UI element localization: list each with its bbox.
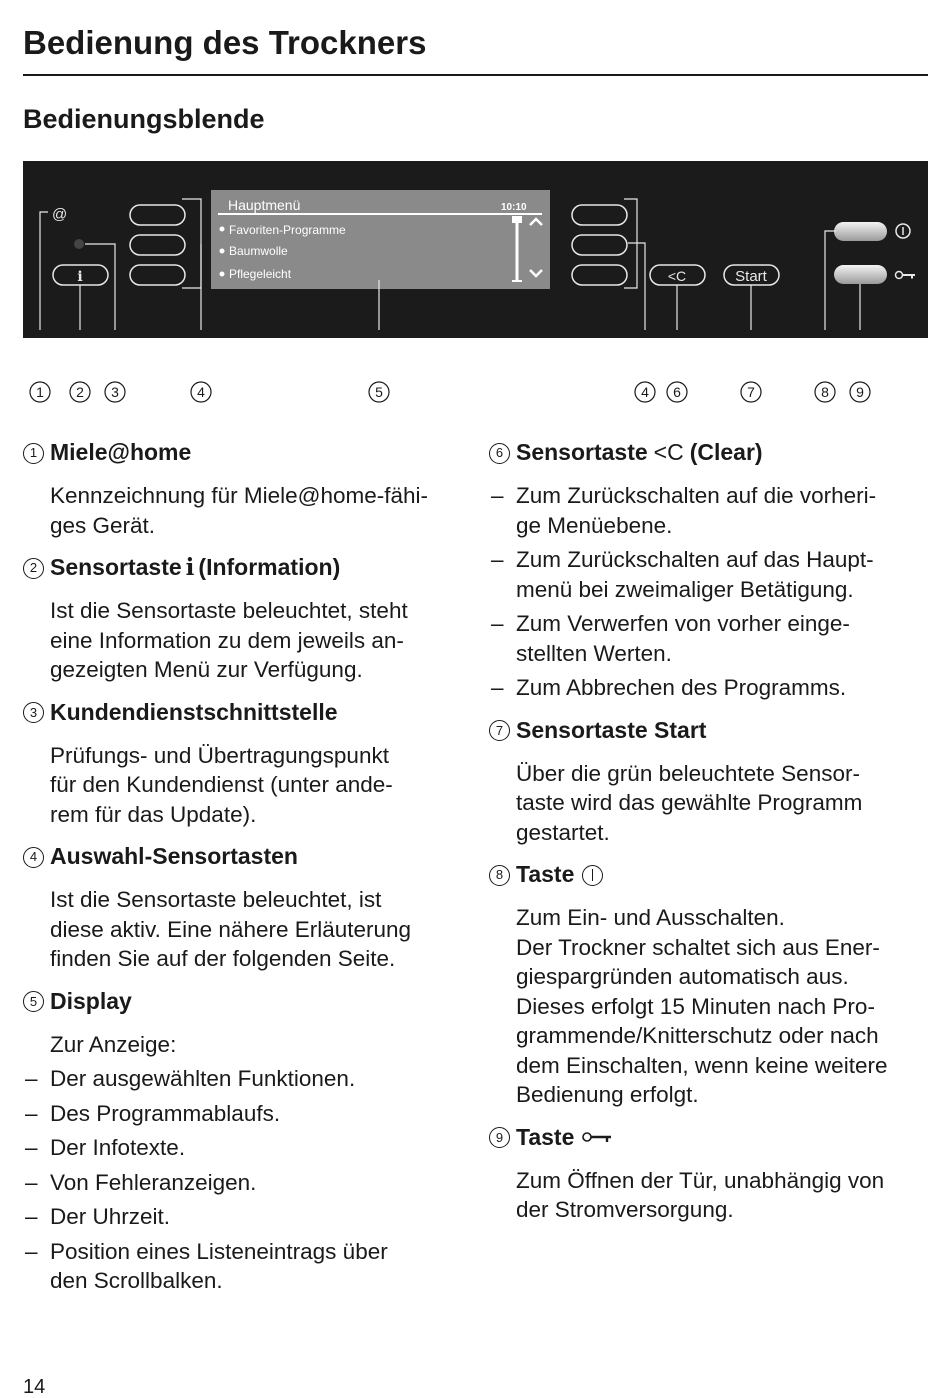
list-item: – Zum Abbrechen des Programms. (491, 675, 847, 700)
menu-bullet-1 (220, 227, 225, 232)
item-number-4: 4 (23, 847, 44, 868)
clear-button-label: <C (667, 268, 687, 284)
text-line: Zur Anzeige: (50, 1031, 177, 1057)
item-1-heading (23, 438, 473, 468)
scrollbar-thumb (512, 216, 522, 223)
text-line: Zum Ein- und Ausschalten. (516, 905, 785, 930)
text-line: Über die grün beleuchtete Sensor- (516, 760, 860, 786)
item-1-title: Miele@home (50, 439, 192, 466)
item-number-5: 5 (23, 991, 44, 1012)
text-line: ges Gerät. (50, 512, 156, 538)
display-menu-item-3: Pflegeleicht (229, 267, 292, 281)
start-button-label: Start (735, 268, 767, 285)
item-9-text (489, 1166, 929, 1225)
item-4-title: Auswahl-Sensortasten (50, 843, 298, 870)
item-2-title-pre: Sensortaste (50, 554, 182, 581)
item-2-title-post: (Information) (198, 554, 341, 581)
list-item: – Der Uhrzeit. (25, 1204, 171, 1229)
clear-symbol: <C (653, 439, 684, 466)
text-line: rem für das Update). (50, 801, 257, 827)
display-menu-item-2: Baumwolle (229, 244, 288, 258)
menu-bullet-2 (220, 249, 225, 254)
item-9-heading (489, 1123, 929, 1153)
text-line: Der Infotexte. (50, 1135, 186, 1160)
list-item: – Zum Zurückschalten auf das Haupt- menü bei zweimaliger Betätigung. (491, 547, 874, 602)
list-item: – Von Fehleranzeigen. (25, 1169, 257, 1195)
item-number-8: 8 (489, 865, 510, 886)
callout-number-6: 6 (673, 384, 681, 400)
text-line: Dieses erfolgt 15 Minuten nach Pro- (516, 993, 875, 1019)
section-title: Bedienungsblende (23, 104, 265, 134)
list-item: – Position eines Listeneintrags über den Scrollbalken. (25, 1238, 388, 1293)
page-number: 14 (23, 1376, 46, 1398)
list-item: – Zum Zurückschalten auf die vorheri- ge Menüebene. (491, 483, 877, 538)
item-4-text (23, 885, 473, 974)
callout-number-5: 5 (375, 384, 383, 400)
item-5-title: Display (50, 987, 132, 1014)
text-line: stellten Werten. (516, 640, 672, 666)
text-line: gezeigten Menü zur Verfügung. (50, 657, 363, 682)
text-line: menü bei zweimaliger Betätigung. (516, 576, 854, 602)
text-line: diese aktiv. Eine nähere Erläuterung (50, 916, 412, 942)
text-line: ge Menüebene. (516, 512, 673, 538)
list-item: – Der ausgewählten Funktionen. (25, 1066, 356, 1091)
item-number-2: 2 (23, 558, 44, 579)
text-line: eine Information zu dem jeweils an- (50, 627, 404, 653)
item-4-heading (23, 842, 473, 872)
title-rule (23, 74, 928, 76)
info-icon: i (77, 269, 83, 285)
text-line: grammende/Knitterschutz oder nach (516, 1023, 879, 1048)
display-title: Hauptmenü (228, 197, 301, 213)
list-item: – Zum Verwerfen von vorher einge- stellten Werten. (491, 611, 850, 666)
text-line: Der Trockner schaltet sich aus Ener- (516, 934, 880, 960)
power-icon (582, 865, 603, 886)
text-line: dem Einschalten, wenn keine weitere (516, 1052, 888, 1078)
callout-number-7: 7 (747, 384, 755, 400)
item-5-heading (23, 987, 473, 1017)
item-2-heading (23, 553, 473, 583)
item-3-heading (23, 698, 473, 728)
text-line: Zum Abbrechen des Programms. (516, 675, 847, 700)
text-line: Zum Zurückschalten auf die vorheri- (516, 483, 877, 508)
item-number-1: 1 (23, 443, 44, 464)
callout-number-4-right: 4 (641, 384, 649, 400)
item-6-heading (489, 438, 929, 468)
item-8-text (489, 903, 929, 1110)
text-line: Ist die Sensortaste beleuchtet, steht (50, 598, 408, 623)
text-line: gestartet. (516, 819, 610, 845)
item-number-6: 6 (489, 443, 510, 464)
menu-bullet-3 (220, 272, 225, 277)
text-line: giespargründen automatisch aus. (516, 964, 849, 989)
item-8-title: Taste (516, 861, 575, 888)
text-line: Bedienung erfolgt. (516, 1082, 699, 1107)
text-line: Kennzeichnung für Miele@home-fähi- (50, 483, 429, 508)
display-menu-item-1: Favoriten-Programme (229, 223, 346, 237)
text-line: der Stromversorgung. (516, 1197, 734, 1222)
right-column (489, 438, 929, 1238)
callout-number-9: 9 (856, 384, 864, 400)
text-line: den Scrollbalken. (50, 1268, 223, 1293)
power-button[interactable] (834, 222, 887, 241)
text-line: taste wird das gewählte Programm (516, 790, 863, 815)
item-6-title-pre: Sensortaste (516, 439, 648, 466)
text-line: Zum Öffnen der Tür, unabhängig von (516, 1167, 885, 1193)
key-icon (582, 1131, 612, 1145)
callout-number-3: 3 (111, 384, 119, 400)
callout-number-8: 8 (821, 384, 829, 400)
list-item: – Des Programmablaufs. (25, 1100, 281, 1126)
item-number-3: 3 (23, 702, 44, 723)
item-5-intro (23, 1030, 473, 1060)
service-interface-dot (74, 239, 84, 249)
callout-number-4-left: 4 (197, 384, 205, 400)
text-line: finden Sie auf der folgenden Seite. (50, 946, 396, 971)
item-9-title: Taste (516, 1123, 575, 1150)
item-1-text (23, 481, 473, 540)
callout-number-1: 1 (36, 384, 44, 400)
text-line: Ist die Sensortaste beleuchtet, ist (50, 887, 382, 912)
callout-number-2: 2 (76, 384, 84, 400)
text-line: Zum Zurückschalten auf das Haupt- (516, 547, 874, 572)
list-item: – Der Infotexte. (25, 1135, 186, 1160)
miele-home-at-symbol: @ (52, 206, 68, 223)
control-panel-illustration (0, 150, 950, 410)
text-line: Von Fehleranzeigen. (50, 1169, 257, 1195)
text-line: Der ausgewählten Funktionen. (50, 1066, 356, 1091)
item-3-text (23, 741, 473, 830)
item-7-text (489, 759, 929, 848)
item-3-title: Kundendienstschnittstelle (50, 698, 338, 725)
info-icon: i (185, 554, 195, 582)
display-time: 10:10 (501, 202, 527, 213)
item-6-title-post: (Clear) (689, 439, 763, 466)
left-column (23, 438, 473, 1301)
text-line: für den Kundendienst (unter ande- (50, 772, 393, 797)
item-7-heading (489, 716, 929, 746)
item-8-heading (489, 860, 929, 890)
item-number-7: 7 (489, 720, 510, 741)
text-line: Der Uhrzeit. (50, 1204, 171, 1229)
item-7-title: Sensortaste Start (516, 716, 707, 743)
text-line: Prüfungs- und Übertragungspunkt (50, 742, 389, 768)
page-title: Bedienung des Trockners (23, 24, 427, 61)
text-line: Des Programmablaufs. (50, 1100, 281, 1126)
text-line: Zum Verwerfen von vorher einge- (516, 611, 850, 636)
door-open-button[interactable] (834, 265, 887, 284)
item-2-text (23, 596, 473, 685)
text-line: Position eines Listeneintrags über (50, 1238, 388, 1264)
item-number-9: 9 (489, 1127, 510, 1148)
